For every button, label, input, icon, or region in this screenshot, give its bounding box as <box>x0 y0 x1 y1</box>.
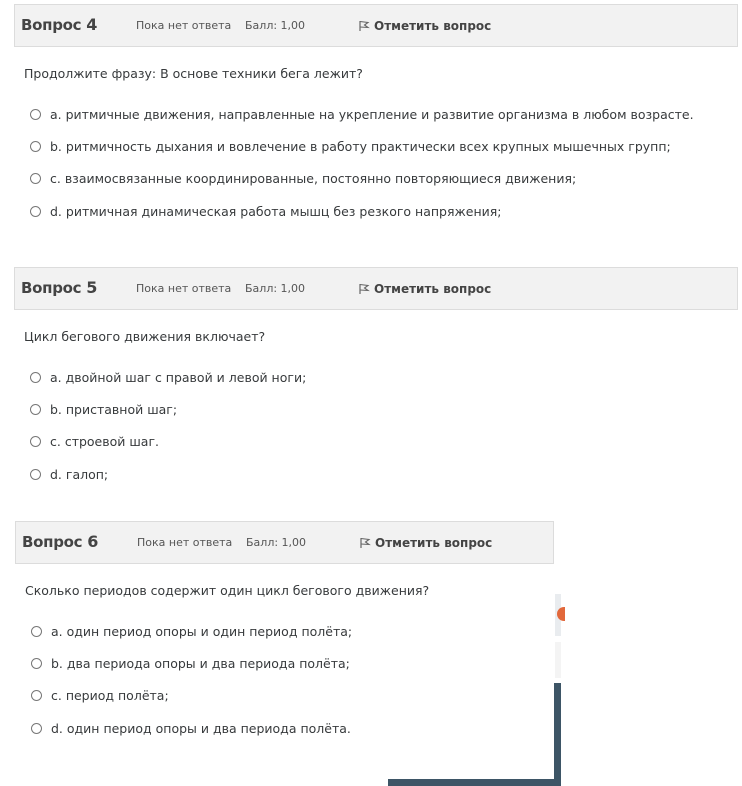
answer-label: a. ритмичные движения, направленные на укрепление и развитие организма в любом возрасте. <box>50 107 694 122</box>
flag-icon <box>358 280 370 298</box>
answer-option-b[interactable] <box>31 656 350 671</box>
overlay-frame-horizontal <box>388 779 561 786</box>
radio-button[interactable] <box>31 690 42 701</box>
radio-button[interactable] <box>30 372 41 383</box>
answer-label: c. взаимосвязанные координированные, постоянно повторяющиеся движения; <box>50 171 577 186</box>
answer-label: d. галоп; <box>50 467 109 482</box>
flag-question-button[interactable] <box>358 17 491 35</box>
answer-label: a. один период опоры и один период полёта; <box>51 624 353 639</box>
flag-question-label: Отметить вопрос <box>374 19 492 33</box>
flag-question-button[interactable] <box>358 280 491 298</box>
overlay-frame-vertical <box>554 683 561 786</box>
radio-button[interactable] <box>30 404 41 415</box>
question-number <box>21 278 97 297</box>
question-number-value: 5 <box>86 278 98 297</box>
radio-button[interactable] <box>30 469 41 480</box>
answer-option-a[interactable] <box>31 624 352 639</box>
radio-button[interactable] <box>30 173 41 184</box>
answer-option-b[interactable] <box>30 139 671 154</box>
question-grade: Балл: 1,00 <box>245 282 306 295</box>
flag-question-label: Отметить вопрос <box>375 536 493 550</box>
question-grade: Балл: 1,00 <box>246 536 307 549</box>
answer-label: b. ритмичность дыхания и вовлечение в работу практически всех крупных мышечных групп; <box>50 139 671 154</box>
question-number-value: 6 <box>87 532 99 551</box>
question-state: Пока нет ответа <box>136 282 232 295</box>
radio-button[interactable] <box>30 141 41 152</box>
radio-button[interactable] <box>31 658 42 669</box>
answer-option-b[interactable] <box>30 402 177 417</box>
question-label: Вопрос <box>21 279 82 297</box>
question-text: Цикл бегового движения включает? <box>24 329 266 344</box>
answer-label: c. строевой шаг. <box>50 434 159 449</box>
question-state: Пока нет ответа <box>136 19 232 32</box>
question-6-header <box>15 521 554 564</box>
answer-option-d[interactable] <box>30 204 502 219</box>
flag-question-label: Отметить вопрос <box>374 282 492 296</box>
answer-option-a[interactable] <box>30 107 694 122</box>
radio-button[interactable] <box>30 436 41 447</box>
radio-button[interactable] <box>30 109 41 120</box>
question-number <box>22 532 98 551</box>
answer-label: d. ритмичная динамическая работа мышц без резкого напряжения; <box>50 204 502 219</box>
radio-button[interactable] <box>31 626 42 637</box>
answer-label: b. два периода опоры и два периода полёта; <box>51 656 350 671</box>
question-5-header <box>14 267 738 310</box>
flag-question-button[interactable] <box>359 534 492 552</box>
answer-label: a. двойной шаг с правой и левой ноги; <box>50 370 307 385</box>
question-text: Сколько периодов содержит один цикл бегового движения? <box>25 583 430 598</box>
flag-icon <box>359 534 371 552</box>
answer-option-d[interactable] <box>30 467 108 482</box>
answer-label: c. период полёта; <box>51 688 169 703</box>
answer-label: d. один период опоры и два периода полёта. <box>51 721 351 736</box>
question-number-value: 4 <box>86 15 98 34</box>
answer-label: b. приставной шаг; <box>50 402 178 417</box>
radio-button[interactable] <box>30 206 41 217</box>
answer-option-c[interactable] <box>31 688 169 703</box>
question-label: Вопрос <box>21 16 82 34</box>
question-grade: Балл: 1,00 <box>245 19 306 32</box>
overlay-panel-fragment-lower <box>555 642 561 678</box>
answer-option-c[interactable] <box>30 171 576 186</box>
answer-option-a[interactable] <box>30 370 306 385</box>
answer-option-c[interactable] <box>30 434 159 449</box>
question-state: Пока нет ответа <box>137 536 233 549</box>
question-label: Вопрос <box>22 533 83 551</box>
question-4-header <box>14 4 738 47</box>
notification-dot-icon <box>557 607 565 621</box>
question-number <box>21 15 97 34</box>
flag-icon <box>358 17 370 35</box>
answer-option-d[interactable] <box>31 721 351 736</box>
question-text: Продолжите фразу: В основе техники бега лежит? <box>24 66 363 81</box>
radio-button[interactable] <box>31 723 42 734</box>
